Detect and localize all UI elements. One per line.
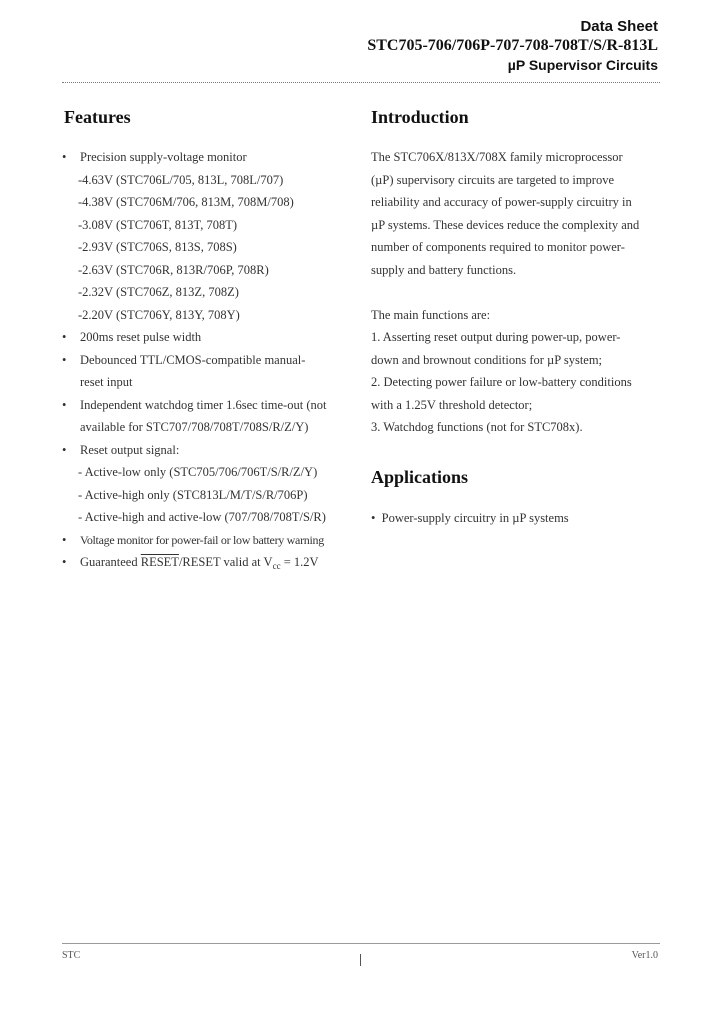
footer-version: Ver1.0 (631, 950, 658, 961)
features-title: Features (64, 107, 131, 127)
voltage-option: -4.63V (STC706L/705, 813L, 708L/707) (78, 172, 284, 187)
reset-type: - Active-high only (STC813L/M/T/S/R/706P) (78, 487, 308, 502)
feature-item: • Debounced TTL/CMOS-compatible manual- (62, 349, 362, 372)
footer-divider (62, 943, 660, 944)
feature-item: • Independent watchdog timer 1.6sec time-out (not (62, 394, 362, 417)
function-line: with a 1.25V threshold detector; (371, 397, 533, 412)
page-marker (360, 954, 361, 966)
feature-item: • 200ms reset pulse width (62, 326, 362, 349)
footer-company: STC (62, 950, 81, 961)
voltage-option: -2.63V (STC706R, 813R/706P, 708R) (78, 262, 269, 277)
bullet-icon: • (62, 330, 67, 344)
bullet-icon: • (62, 442, 67, 457)
reset-bar-label: RESET (140, 555, 179, 569)
introduction-title: Introduction (371, 107, 469, 127)
function-line: 1. Asserting reset output during power-up, power- (371, 330, 621, 344)
main-functions-intro: The main functions are: (371, 307, 491, 322)
bullet-icon: • (62, 555, 67, 569)
bullet-icon: • (62, 352, 67, 367)
function-line: 2. Detecting power failure or low-battery conditions (371, 375, 632, 389)
introduction-body (371, 146, 663, 439)
intro-paragraph: The STC706X/813X/708X family microprocessor (µP) supervisory circuits are targeted to improve reliability and accuracy of power-supply circuitry in µP systems. These devices reduce the complexity and number of components required to monitor power- supply and battery functions. (371, 150, 640, 277)
doc-type: Data Sheet (580, 18, 658, 35)
voltage-option: -2.20V (STC706Y, 813Y, 708Y) (78, 307, 240, 322)
reset-type: - Active-high and active-low (707/708/708T/S/R) (78, 510, 326, 524)
header-divider (62, 82, 660, 83)
feature-item: • Guaranteed RESET/RESET valid at $V_{cc} = 1.2V$ (62, 551, 362, 578)
application-item: • Power-supply circuitry in µP systems (371, 511, 569, 525)
feature-item: • Precision supply-voltage monitor (62, 146, 362, 169)
feature-item-continued: reset input (80, 375, 133, 389)
voltage-option: -3.08V (STC706T, 813T, 708T) (78, 217, 238, 232)
bullet-icon: • (62, 397, 67, 412)
feature-item: • Reset output signal: (62, 439, 362, 462)
applications-title: Applications (371, 467, 469, 487)
bullet-icon: • (62, 532, 67, 547)
features-list (62, 146, 362, 578)
bullet-icon: • (62, 150, 67, 164)
voltage-option: -2.32V (STC706Z, 813Z, 708Z) (78, 285, 239, 299)
feature-item-continued: available for STC707/708/708T/708S/R/Z/Y) (80, 420, 309, 434)
function-line: 3. Watchdog functions (not for STC708x). (371, 420, 583, 434)
function-line: down and brownout conditions for µP system; (371, 352, 603, 367)
voltage-option: -4.38V (STC706M/706, 813M, 708M/708) (78, 195, 294, 209)
bullet-icon: • (371, 511, 376, 525)
feature-item: • Voltage monitor for power-fail or low battery warning (62, 529, 362, 552)
voltage-option: -2.93V (STC706S, 813S, 708S) (78, 240, 237, 254)
part-numbers: STC705-706/706P-707-708-708T/S/R-813L (367, 37, 658, 54)
reset-type: - Active-low only (STC705/706/706T/S/R/Z/Y) (78, 465, 318, 479)
doc-subtitle: µP Supervisor Circuits (507, 57, 658, 73)
